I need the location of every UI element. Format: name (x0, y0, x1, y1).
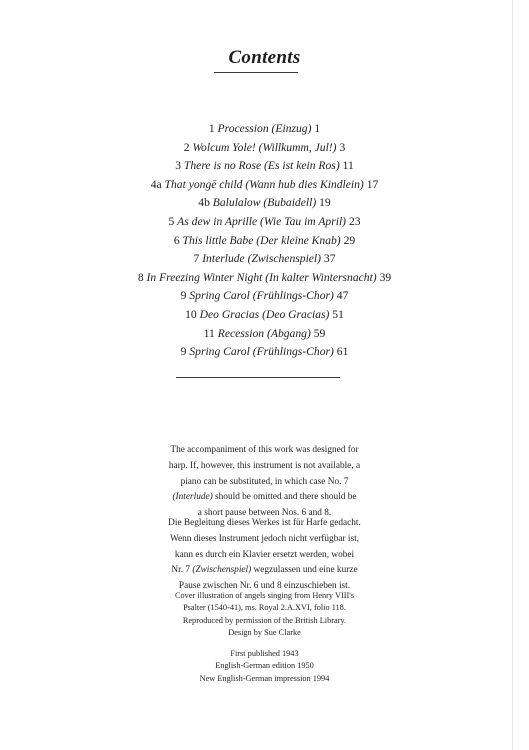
entry-page: 37 (323, 252, 336, 266)
note-text: wegzulassen und eine kurze (251, 565, 358, 576)
entry-page: 23 (348, 214, 361, 228)
note-italic-term: (Interlude) (172, 492, 213, 503)
entry-title: Spring Carol (189, 345, 250, 359)
note-line: Wenn dieses Instrument jedoch nicht verfügbar ist, (169, 533, 359, 544)
note-line: piano can be substituted, in which case No. 7 (180, 476, 349, 487)
contents-entry (0, 325, 529, 344)
entry-german-title: (In kalter Wintersnacht) (265, 270, 377, 284)
cover-credits (0, 590, 529, 639)
credit-line: Design by Sue Clarke (228, 627, 301, 637)
note-line (0, 563, 529, 579)
entry-german-title: (Frühlings-Chor) (252, 289, 334, 303)
page-title: Contents (228, 47, 301, 68)
contents-entry (0, 306, 529, 325)
entry-title: As dew in Aprille (177, 214, 258, 228)
publication-history (0, 648, 529, 685)
entry-german-title: (Wann hub dies Kindlein) (245, 177, 364, 191)
entry-german-title: (Einzug) (271, 122, 312, 135)
entry-german-title: (Frühlings-Chor) (252, 345, 334, 359)
entry-german-title: (Zwischenspiel) (247, 252, 322, 266)
contents-entry (0, 194, 529, 213)
contents-entry (0, 343, 529, 362)
note-line: harp. If, however, this instrument is not available, a (168, 460, 361, 471)
entry-page: 17 (366, 177, 379, 191)
entry-title: Recession (217, 326, 265, 340)
entry-title: Deo Gracias (199, 307, 260, 321)
entry-german-title: (Wie Tau im April) (260, 214, 347, 228)
note-line (0, 490, 529, 506)
contents-entry (0, 287, 529, 306)
entry-page: 61 (336, 345, 349, 359)
entry-german-title: (Es ist kein Ros) (264, 159, 340, 173)
english-note (0, 443, 529, 522)
entry-number: 11 (203, 326, 215, 340)
note-text: should be omitted and there should be (212, 492, 357, 503)
entry-page: 19 (319, 196, 331, 210)
entry-title: Spring Carol (189, 289, 250, 303)
publication-line: English-German edition 1950 (215, 661, 314, 671)
entry-title: In Freezing Winter Night (146, 270, 263, 284)
publication-line: New English-German impression 1994 (199, 673, 330, 683)
entry-page: 47 (336, 289, 349, 303)
entry-number: 8 (137, 270, 144, 284)
entry-title: Interlude (202, 252, 245, 266)
contents-entry (0, 120, 529, 139)
credit-line: Reproduced by permission of the British Library. (182, 615, 347, 625)
entry-page: 1 (314, 122, 321, 135)
note-italic-term: (Zwischenspiel) (192, 565, 252, 576)
entry-page: 29 (343, 233, 356, 247)
entry-page: 3 (339, 140, 346, 154)
contents-entry (0, 157, 529, 176)
credit-line: Cover illustration of angels singing from Henry VIII's (174, 591, 354, 600)
title-underline (214, 72, 298, 73)
contents-list (0, 120, 529, 362)
note-line: The accompaniment of this work was designed for (170, 445, 359, 455)
entry-number: 1 (208, 122, 215, 135)
contents-entry (0, 176, 529, 195)
entry-german-title: (Bubaidell) (263, 196, 317, 210)
entry-number: 9 (180, 289, 187, 303)
section-divider (176, 377, 340, 378)
entry-number: 4b (198, 196, 210, 210)
german-note (0, 516, 529, 595)
contents-entry (0, 139, 529, 158)
entry-title: Procession (217, 122, 269, 135)
entry-german-title: (Deo Gracias) (262, 307, 330, 321)
entry-german-title: (Abgang) (267, 326, 311, 340)
note-line: Die Begleitung dieses Werkes ist für Harfe gedacht. (168, 518, 361, 528)
note-line: Pause zwischen Nr. 6 und 8 einzuschieben ist. (178, 581, 351, 592)
entry-number: 3 (175, 159, 182, 173)
entry-number: 4a (150, 177, 162, 191)
entry-number: 6 (173, 233, 180, 247)
entry-title: This little Babe (182, 233, 254, 247)
entry-number: 2 (183, 140, 190, 154)
entry-title: That yongē child (164, 177, 243, 191)
entry-page: 39 (379, 270, 392, 284)
credit-line: Psalter (1540-41), ms. Royal 2.A.XVI, folio 118. (183, 603, 346, 613)
entry-number: 7 (193, 252, 200, 266)
note-text: Nr. 7 (171, 565, 193, 576)
entry-page: 59 (313, 326, 326, 340)
entry-number: 9 (180, 345, 187, 359)
contents-entry (0, 269, 529, 288)
entry-page: 51 (332, 307, 344, 321)
publication-line: First published 1943 (230, 649, 299, 658)
contents-entry (0, 250, 529, 269)
contents-entry (0, 213, 529, 232)
note-line: a short pause between Nos. 6 and 8. (197, 508, 332, 519)
entry-german-title: (Der kleine Knab) (256, 233, 341, 247)
entry-title: There is no Rose (183, 159, 262, 173)
note-line: kann es durch ein Klavier ersetzt werden, wobei (174, 549, 355, 560)
contents-entry (0, 232, 529, 251)
entry-number: 5 (168, 214, 175, 228)
entry-title: Balulalow (212, 196, 261, 210)
entry-title: Wolcum Yole! (192, 140, 256, 154)
entry-page: 11 (342, 159, 354, 173)
entry-german-title: (Willkumm, Jul!) (258, 140, 337, 154)
entry-number: 10 (185, 307, 197, 321)
